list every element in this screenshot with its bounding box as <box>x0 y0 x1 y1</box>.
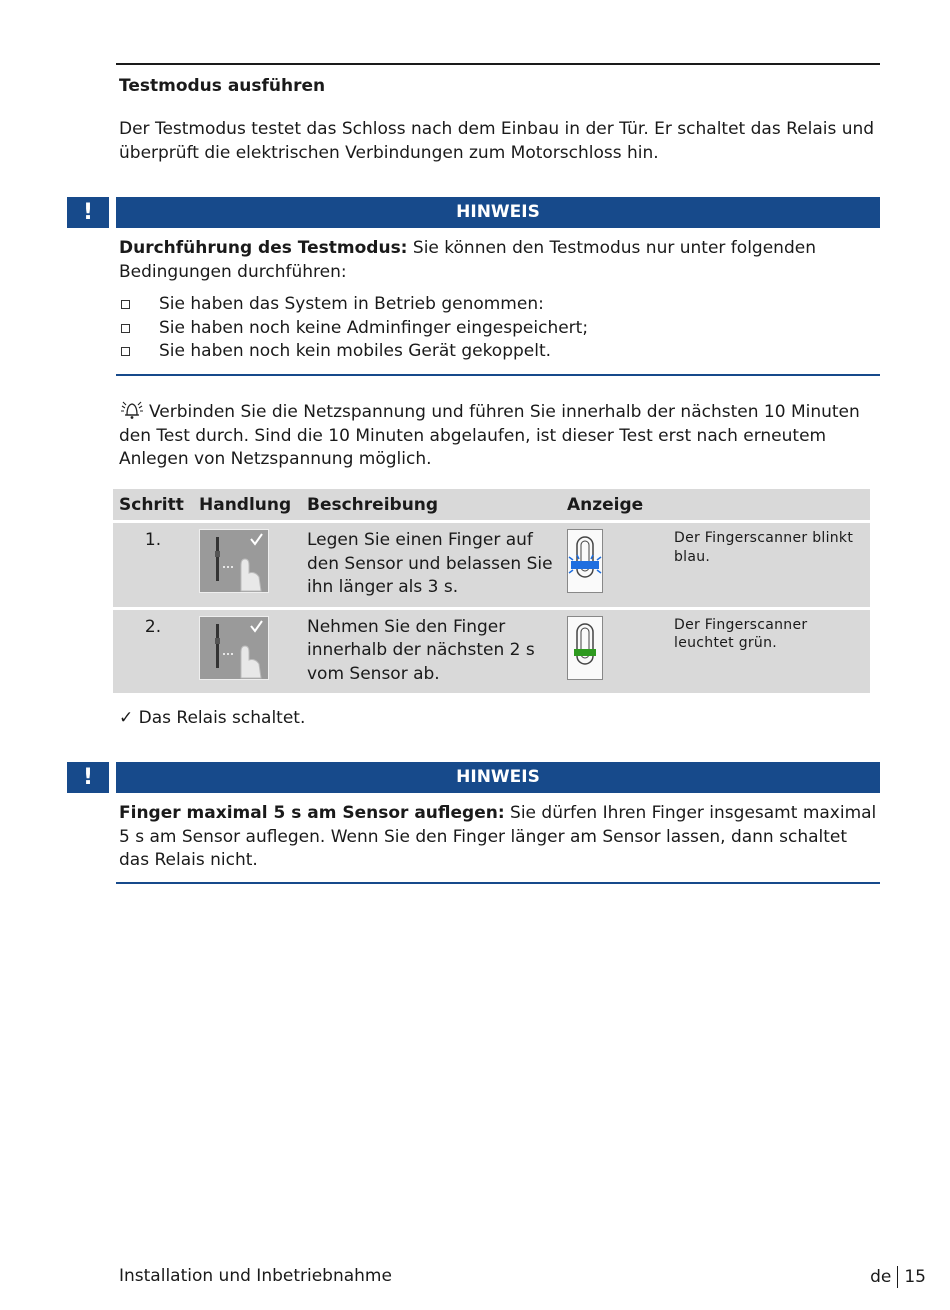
remove-finger-icon <box>199 616 269 680</box>
notice-title: HINWEIS <box>116 197 880 228</box>
notice-body: Sie dürfen Ihren Finger insgesamt maximal 5 s am Sensor auflegen. Wenn Sie den Finger länger am Sensor lassen, dann schaltet das Relais nicht. <box>119 803 877 870</box>
table-row <box>113 522 870 609</box>
footer-separator <box>897 1266 898 1288</box>
display-cell <box>561 522 668 609</box>
steps-table <box>113 489 870 693</box>
step-number: 2. <box>144 616 162 637</box>
notice-text <box>119 802 879 873</box>
notice-title: HINWEIS <box>116 762 880 793</box>
fingerscanner-green-icon <box>567 616 603 680</box>
list-item: Sie haben noch kein mobiles Gerät gekoppelt. <box>119 340 588 364</box>
action-cell <box>193 608 301 693</box>
power-note: Verbinden Sie die Netzspannung und führen Sie innerhalb der nächsten 10 Minuten den Test durch. Sind die 10 Minuten abgelaufen, ist dieser Test erst nach erneutem Anlegen von Netzspannung möglich. <box>119 402 860 469</box>
footer-title: Installation und Inbetriebnahme <box>119 1266 392 1286</box>
page-number: 15 <box>904 1267 926 1287</box>
table-header-row <box>113 489 870 522</box>
result-text: ✓ Das Relais schaltet. <box>119 708 306 728</box>
action-cell <box>193 522 301 609</box>
table-row <box>113 608 870 693</box>
notice-end-rule <box>116 374 880 376</box>
display-cell <box>561 608 668 693</box>
intro-paragraph: Der Testmodus testet das Schloss nach dem Einbau in der Tür. Er schaltet das Relais und überprüft die elektrischen Verbindungen zum Motorschloss hin. <box>119 119 875 163</box>
column-header: Beschreibung <box>301 489 561 522</box>
column-header: Schritt <box>113 489 193 522</box>
checkbox-bullet-icon <box>121 347 130 356</box>
display-text: Der Fingerscanner blinkt blau. <box>668 522 870 609</box>
description-cell: Legen Sie einen Finger auf den Sensor und belassen Sie ihn länger als 3 s. <box>301 522 561 609</box>
step-number: 1. <box>113 522 193 609</box>
condition-list <box>119 293 588 364</box>
column-header: Handlung <box>193 489 301 522</box>
language-code: de <box>870 1267 892 1287</box>
column-header: Anzeige <box>561 489 870 522</box>
power-bell-icon <box>119 400 145 420</box>
notice-lead: Durchführung des Testmodus: <box>119 238 408 258</box>
checkbox-bullet-icon <box>121 324 130 333</box>
list-item: Sie haben noch keine Adminfinger eingespeichert; <box>119 317 588 341</box>
place-finger-icon <box>199 529 269 593</box>
checkbox-bullet-icon <box>121 300 130 309</box>
top-rule <box>116 63 880 65</box>
footer-page-info <box>870 1266 926 1288</box>
notice-lead: Finger maximal 5 s am Sensor auflegen: <box>119 803 505 823</box>
exclamation-icon: ! <box>67 197 109 228</box>
section-heading: Testmodus ausführen <box>119 76 326 96</box>
display-text: Der Fingerscanner leuchtet grün. <box>674 616 808 651</box>
notice-text <box>119 237 879 284</box>
exclamation-icon: ! <box>67 762 109 793</box>
notice-body: Sie können den Testmodus nur unter folgenden Bedingungen durchführen: <box>119 238 816 282</box>
description-cell: Nehmen Sie den Finger innerhalb der nächsten 2 s vom Sensor ab. <box>307 616 535 684</box>
fingerscanner-blue-icon <box>567 529 603 593</box>
notice-end-rule <box>116 882 880 884</box>
list-item: Sie haben das System in Betrieb genommen: <box>119 293 588 317</box>
